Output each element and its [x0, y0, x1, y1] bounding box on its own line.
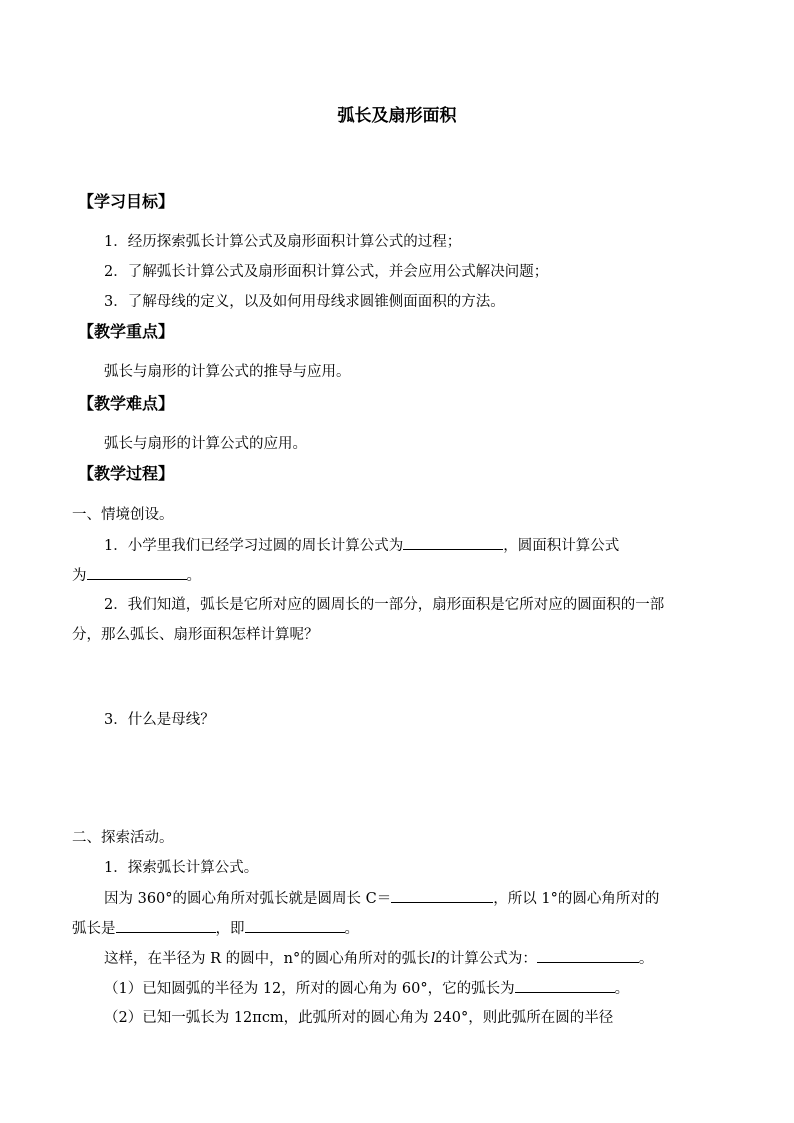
question-1-line2: 为 。	[72, 565, 201, 586]
part1-heading: 一、情境创设。	[72, 507, 174, 523]
heading-key-points: 【教学重点】	[78, 322, 175, 341]
example-1: （1）已知圆弧的半径为 12，所对的圆心角为 60°，它的弧长为 。	[104, 978, 629, 999]
heading-learning-goals: 【学习目标】	[78, 192, 175, 211]
answer-blank[interactable]	[515, 978, 615, 993]
goal-item-2: 2．了解弧长计算公式及扇形面积计算公式，并会应用公式解决问题；	[104, 264, 549, 280]
explore-statement-2: 这样，在半径为 R 的圆中，n°的圆心角所对的弧长l的计算公式为： 。	[104, 948, 653, 969]
example-2: （2）已知一弧长为 12πcm，此弧所对的圆心角为 240°，则此弧所在圆的半径	[104, 1010, 614, 1026]
key-points-text: 弧长与扇形的计算公式的推导与应用。	[104, 364, 351, 380]
answer-blank[interactable]	[391, 888, 493, 903]
heading-teaching-process: 【教学过程】	[78, 464, 175, 483]
heading-difficulties: 【教学难点】	[78, 394, 175, 413]
goal-item-3: 3．了解母线的定义，以及如何用母线求圆锥侧面面积的方法。	[104, 294, 505, 310]
difficulties-text: 弧长与扇形的计算公式的应用。	[104, 436, 307, 452]
part2-heading: 二、探索活动。	[72, 830, 174, 846]
answer-blank[interactable]	[537, 948, 639, 963]
question-2-line2: 分，那么弧长、扇形面积怎样计算呢？	[72, 627, 319, 643]
answer-blank[interactable]	[245, 918, 345, 933]
answer-blank[interactable]	[87, 565, 187, 580]
question-2-line1: 2．我们知道，弧长是它所对应的圆周长的一部分，扇形面积是它所对应的圆面积的一部	[104, 597, 665, 613]
answer-blank[interactable]	[116, 918, 216, 933]
explore-statement-1-line1: 因为 360°的圆心角所对弧长就是圆周长 C＝ ，所以 1°的圆心角所对的	[104, 888, 659, 909]
question-1-line1: 1．小学里我们已经学习过圆的周长计算公式为 ，圆面积计算公式	[104, 535, 619, 556]
explore-item-1: 1．探索弧长计算公式。	[104, 860, 259, 876]
explore-statement-1-line2: 弧长是 ，即 。	[72, 918, 359, 939]
page-title: 弧长及扇形面积	[337, 106, 457, 126]
goal-item-1: 1．经历探索弧长计算公式及扇形面积计算公式的过程；	[104, 234, 462, 250]
answer-blank[interactable]	[403, 535, 503, 550]
question-3: 3．什么是母线？	[104, 712, 215, 728]
